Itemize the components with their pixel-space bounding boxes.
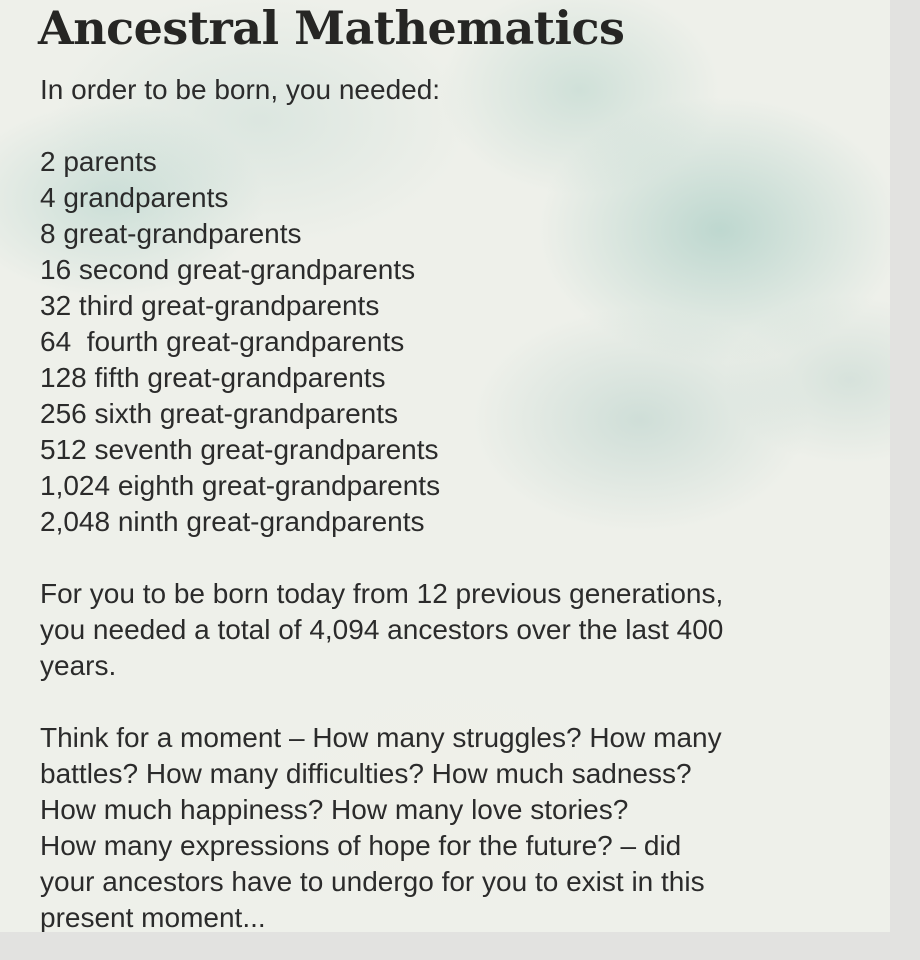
reflection-line: your ancestors have to undergo for you to exist in this (40, 866, 705, 897)
generation-item: 16 second great-grandparents (40, 254, 416, 285)
generation-item: 32 third great-grandparents (40, 290, 380, 321)
generation-item: 512 seventh great-grandparents (40, 434, 439, 465)
generation-item: 1,024 eighth great-grandparents (40, 470, 441, 501)
generation-item: 2,048 ninth great-grandparents (40, 506, 425, 537)
generation-list (40, 144, 870, 540)
generation-item: 4 grandparents (40, 182, 229, 213)
summary-line: years. (40, 650, 117, 681)
generation-item: 64 fourth great-grandparents (40, 326, 405, 357)
generation-item: 8 great-grandparents (40, 218, 302, 249)
summary-paragraph (40, 576, 870, 684)
generation-item: 256 sixth great-grandparents (40, 398, 398, 429)
page-title: Ancestral Mathematics (38, 1, 625, 55)
card-content (40, 72, 870, 932)
reflection-line: present moment... (40, 902, 266, 932)
reflection-line: battles? How many difficulties? How much sadness? (40, 758, 692, 789)
intro-text: In order to be born, you needed: (40, 74, 441, 105)
summary-line: you needed a total of 4,094 ancestors over the last 400 (40, 614, 724, 645)
generation-item: 128 fifth great-grandparents (40, 362, 386, 393)
reflection-line: Think for a moment – How many struggles? How many (40, 722, 722, 753)
reflection-line: How many expressions of hope for the future? – did (40, 830, 682, 861)
generation-item: 2 parents (40, 146, 157, 177)
reflection-paragraph (40, 720, 870, 932)
summary-line: For you to be born today from 12 previous generations, (40, 578, 724, 609)
reflection-line: How much happiness? How many love stories? (40, 794, 629, 825)
